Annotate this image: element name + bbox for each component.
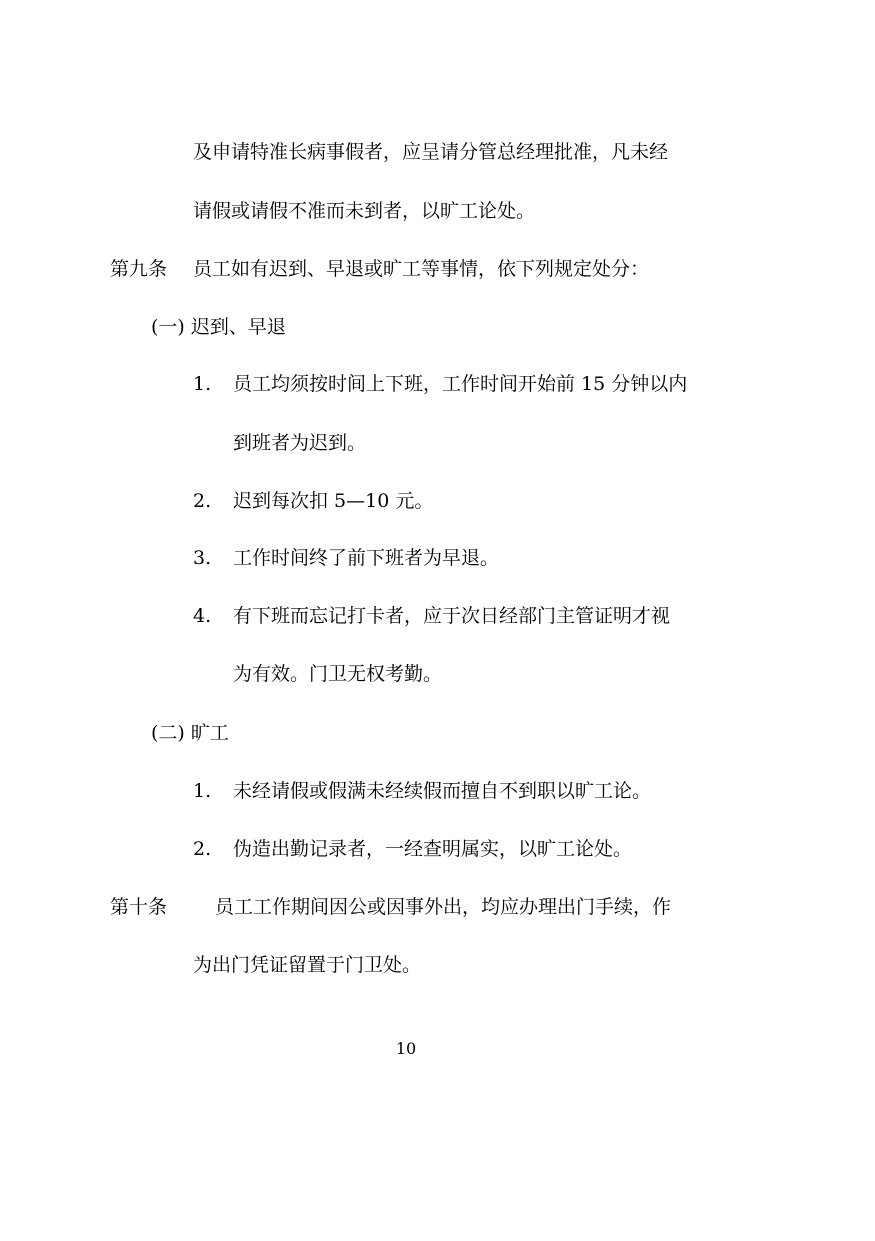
section-1-item-1-number: 1. (193, 373, 212, 395)
section-1-heading: (一) 迟到、早退 (151, 316, 286, 338)
article-9-label: 第九条 (110, 258, 168, 280)
article-10-label: 第十条 (110, 896, 168, 918)
intro-line-1: 及申请特准长病事假者，应呈请分管总经理批准，凡未经 (193, 141, 669, 163)
section-1-item-3-number: 3. (193, 547, 212, 569)
intro-line-2: 请假或请假不准而未到者，以旷工论处。 (193, 200, 536, 222)
section-1-item-2-number: 2. (193, 490, 212, 512)
section-1-item-4-number: 4. (193, 605, 212, 627)
section-2-heading: (二) 旷工 (151, 722, 229, 744)
page-number: 10 (395, 1039, 417, 1058)
section-1-item-4-line-2: 为有效。门卫无权考勤。 (233, 663, 443, 685)
article-9-text: 员工如有迟到、早退或旷工等事情，依下列规定处分： (193, 258, 650, 280)
section-2-item-1-line-1: 未经请假或假满未经续假而擅自不到职以旷工论。 (233, 780, 652, 802)
section-1-item-1-line-2: 到班者为迟到。 (233, 432, 367, 454)
section-1-item-2-line-1: 迟到每次扣 5—10 元。 (233, 490, 434, 512)
article-10-line-1: 员工工作期间因公或因事外出，均应办理出门手续，作 (215, 896, 672, 918)
article-10-line-2: 为出门凭证留置于门卫处。 (193, 954, 422, 976)
section-1-item-1-line-1: 员工均须按时间上下班，工作时间开始前 15 分钟以内 (233, 373, 688, 395)
section-2-item-1-number: 1. (193, 780, 212, 802)
section-1-item-4-line-1: 有下班而忘记打卡者，应于次日经部门主管证明才视 (233, 605, 671, 627)
section-1-item-3-line-1: 工作时间终了前下班者为早退。 (233, 547, 500, 569)
section-2-item-2-number: 2. (193, 838, 212, 860)
section-2-item-2-line-1: 伪造出勤记录者，一经查明属实，以旷工论处。 (233, 838, 633, 860)
